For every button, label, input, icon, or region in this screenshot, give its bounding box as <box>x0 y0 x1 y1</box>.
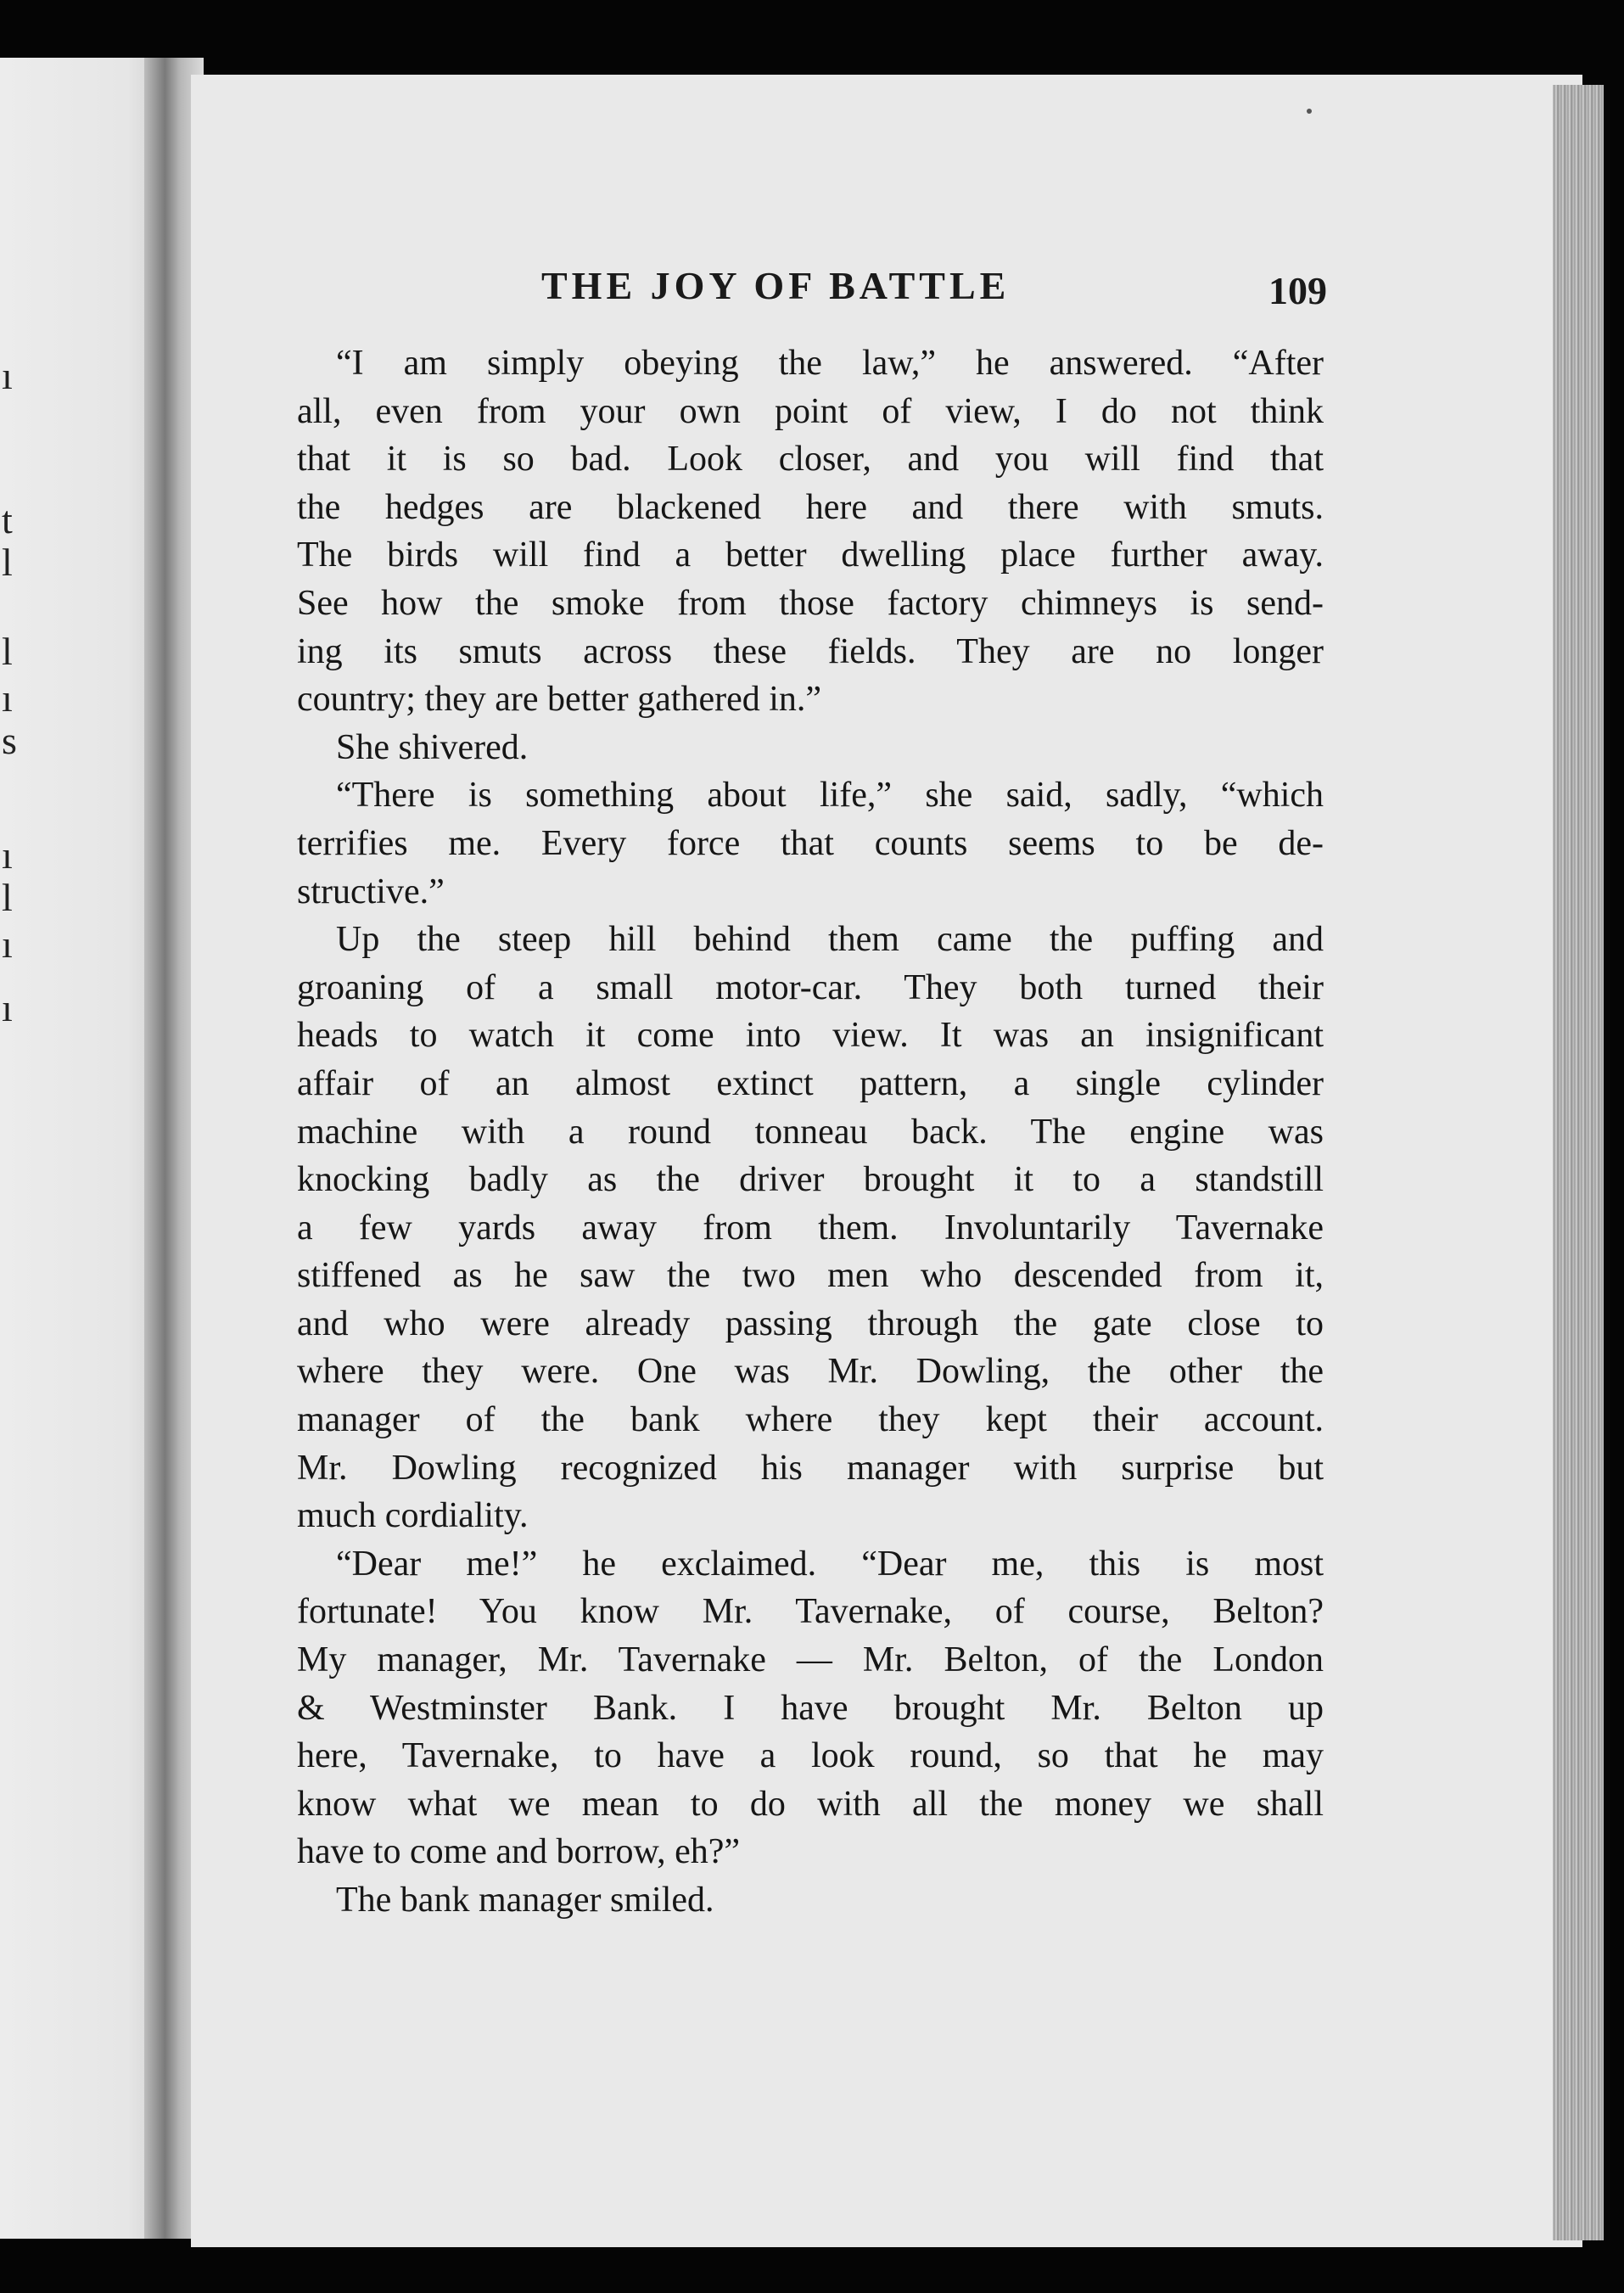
text-line: fortunate! You know Mr. Tavernake, of course, Belton? <box>297 1592 1324 1632</box>
left-page-fragment: ı <box>2 676 13 720</box>
left-page-fragment: s <box>2 719 17 762</box>
page-number: 109 <box>1268 269 1327 312</box>
text-line: have to come and borrow, eh?” <box>297 1832 741 1872</box>
running-head <box>526 263 1375 322</box>
text-line: “Dear me!” he exclaimed. “Dear me, this is most <box>336 1544 1324 1584</box>
left-page-text-fragments <box>0 58 34 2239</box>
text-line: groaning of a small motor-car. They both turned their <box>297 967 1324 1007</box>
text-line: and who were already passing through the gate close to <box>297 1303 1324 1343</box>
left-page-fragment: ı <box>2 833 13 877</box>
text-line: much cordiality. <box>297 1496 529 1536</box>
text-line: affair of an almost extinct pattern, a single cylinder <box>297 1063 1324 1103</box>
text-line: She shivered. <box>336 727 529 767</box>
text-line: country; they are better gathered in.” <box>297 680 822 720</box>
speck-mark <box>1307 109 1312 114</box>
text-line: “There is something about life,” she said, sadly, “which <box>336 776 1324 816</box>
page-edges <box>1553 85 1604 2240</box>
text-line: “I am simply obeying the law,” he answered. “After <box>336 344 1324 383</box>
text-line: stiffened as he saw the two men who descended from it, <box>297 1256 1324 1296</box>
text-line: a few yards away from them. Involuntarily Tavernake <box>297 1208 1324 1247</box>
text-line: The birds will find a better dwelling place further away. <box>297 535 1324 575</box>
text-line: the hedges are blackened here and there with smuts. <box>297 487 1324 527</box>
text-line: Up the steep hill behind them came the puffing and <box>336 920 1324 960</box>
left-page-fragment: ı <box>2 986 13 1029</box>
text-line: manager of the bank where they kept their account. <box>297 1400 1324 1440</box>
text-line: heads to watch it come into view. It was an insignificant <box>297 1016 1324 1056</box>
left-page-fragment: ı <box>2 922 13 966</box>
body-text <box>297 339 1324 1925</box>
text-line: that it is so bad. Look closer, and you will find that <box>297 440 1324 479</box>
text-line: Mr. Dowling recognized his manager with surprise but <box>297 1448 1324 1488</box>
text-line: know what we mean to do with all the money we shall <box>297 1784 1324 1824</box>
left-page-fragment: l <box>2 630 13 673</box>
text-line: See how the smoke from those factory chimneys is send- <box>297 583 1324 623</box>
left-page-fragment: l <box>2 876 13 919</box>
left-page-fragment: t <box>2 498 13 541</box>
text-line: where they were. One was Mr. Dowling, the other the <box>297 1352 1324 1392</box>
text-line: ing its smuts across these fields. They are no longer <box>297 631 1324 671</box>
running-title: THE JOY OF BATTLE <box>541 264 1011 307</box>
text-line: knocking badly as the driver brought it to a standstill <box>297 1160 1324 1200</box>
text-line: here, Tavernake, to have a look round, so that he may <box>297 1736 1324 1776</box>
text-line: & Westminster Bank. I have brought Mr. Belton up <box>297 1688 1324 1728</box>
left-page-fragment: l <box>2 541 13 584</box>
text-line: My manager, Mr. Tavernake — Mr. Belton, of the London <box>297 1640 1324 1680</box>
text-line: The bank manager smiled. <box>336 1881 714 1920</box>
text-line: terrifies me. Every force that counts seems to be de- <box>297 823 1324 863</box>
text-line: all, even from your own point of view, I do not think <box>297 391 1324 431</box>
left-page-fragment: ı <box>2 354 13 397</box>
text-line: machine with a round tonneau back. The engine was <box>297 1112 1324 1152</box>
text-line: structive.” <box>297 872 445 911</box>
